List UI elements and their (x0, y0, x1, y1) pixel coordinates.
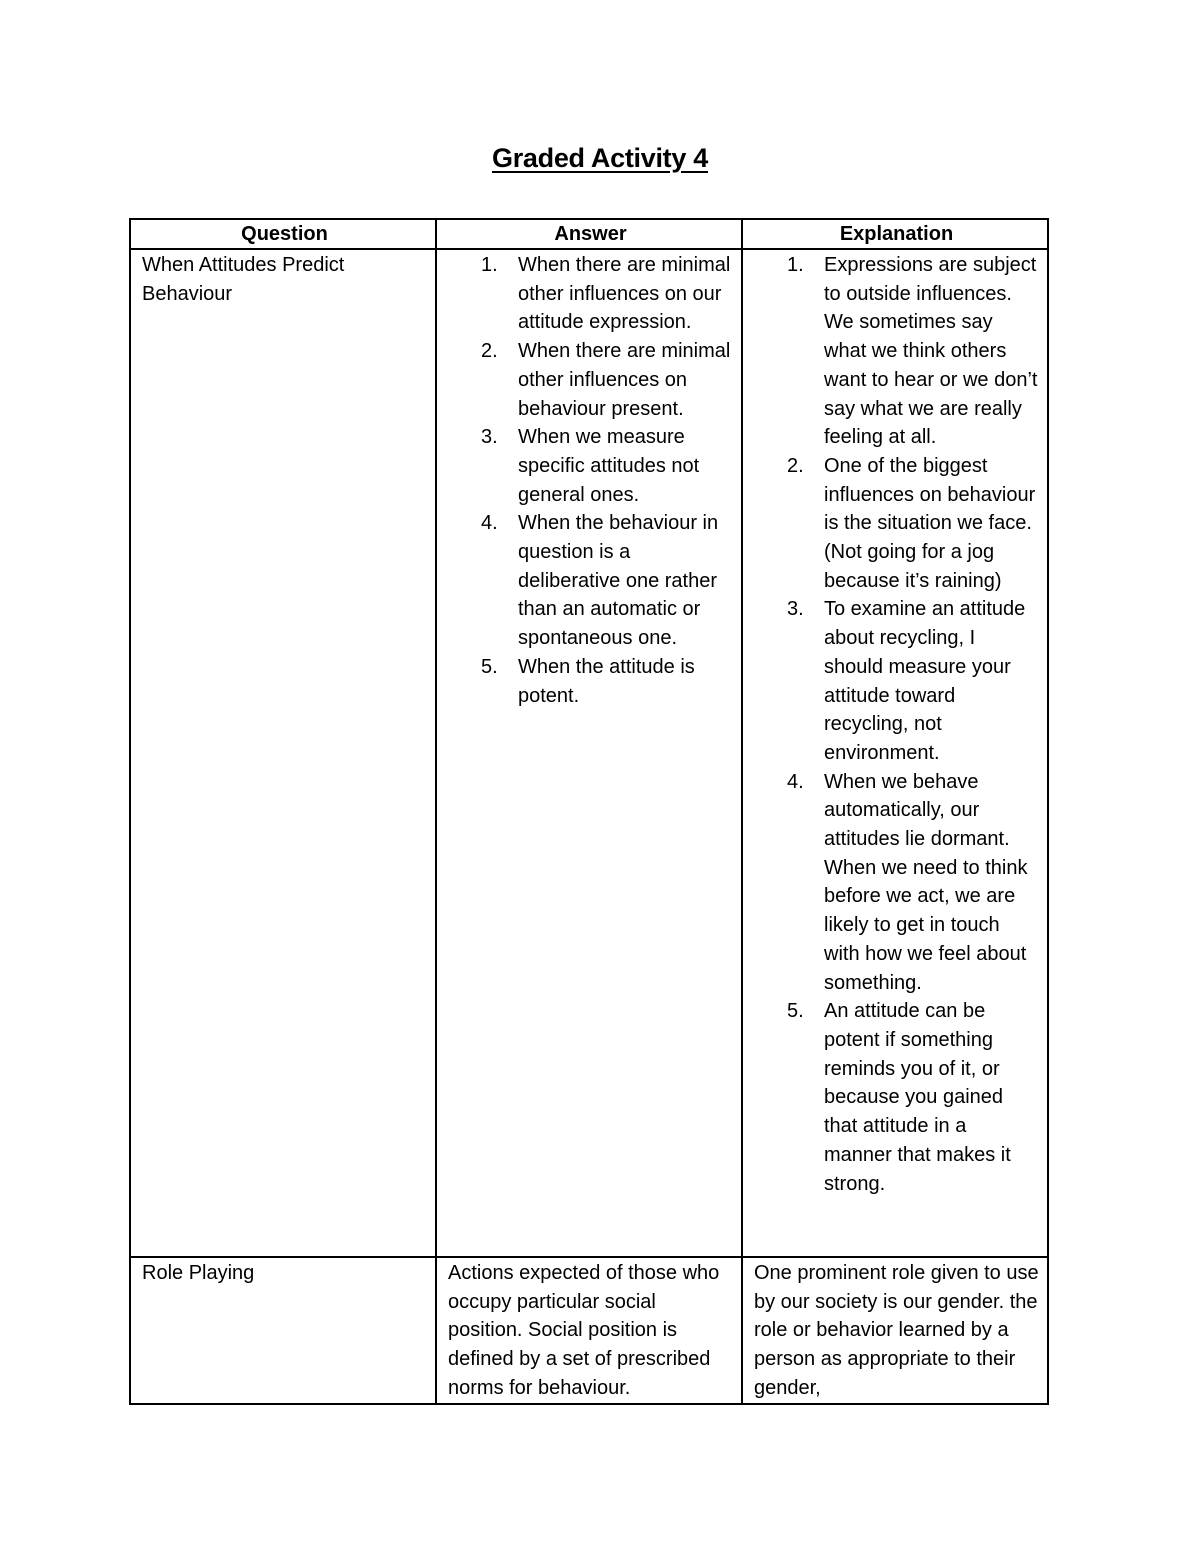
list-item-text: When the attitude is potent. (518, 655, 695, 707)
answer-cell (436, 249, 742, 1257)
list-number: 3. (787, 598, 804, 621)
list-item-text: One of the biggest influences on behaviour is the situation we face. (Not going for a jog because it’s raining) (824, 454, 1036, 592)
list-number: 3. (481, 426, 498, 449)
list-number: 1. (787, 254, 804, 276)
question-cell (130, 1257, 436, 1404)
list-item-text: When there are minimal other influences on behaviour present. (518, 340, 731, 420)
answer-cell (436, 1257, 742, 1404)
list-number: 2. (481, 340, 498, 363)
list-item (448, 653, 733, 710)
list-number: 5. (481, 655, 498, 678)
explanation-cell (742, 1257, 1048, 1404)
list-item-text: When the behaviour in question is a deliberative one rather than an automatic or spontaneous one. (518, 512, 719, 650)
list-item-text: When we behave automatically, our attitudes lie dormant. When we need to think before we act, we are likely to get in touch with how we feel about something. (824, 770, 1028, 994)
table-row (130, 249, 1048, 1257)
list-item-text: An attitude can be potent if something reminds you of it, or because you gained that attitude in a manner that makes it strong. (824, 1000, 1011, 1195)
list-number: 1. (481, 254, 498, 276)
answer-list (448, 251, 733, 710)
question-cell (130, 249, 436, 1257)
list-item (754, 768, 1039, 998)
question-text: Role Playing (142, 1262, 255, 1284)
list-item (754, 251, 1039, 452)
header-explanation: Explanation (742, 219, 1048, 249)
answer-text: Actions expected of those who occupy particular social position. Social position is defined by a set of prescribed norms for behaviour. (448, 1262, 720, 1399)
activity-table (129, 218, 1049, 1405)
explanation-text: One prominent role given to use by our society is our gender. the role or behavior learned by a person as appropriate to their gender, (754, 1262, 1039, 1399)
list-item (754, 997, 1039, 1198)
list-number: 4. (481, 512, 498, 535)
list-item (448, 509, 733, 653)
list-item-text: When we measure specific attitudes not general ones. (518, 426, 700, 506)
explanation-list (754, 251, 1039, 1198)
table-row (130, 1257, 1048, 1404)
header-answer: Answer (436, 219, 742, 249)
table-header-row (130, 219, 1048, 249)
list-number: 4. (787, 770, 804, 793)
list-number: 5. (787, 1000, 804, 1023)
list-item-text: To examine an attitude about recycling, I should measure your attitude toward recycling, not environment. (824, 598, 1026, 764)
list-item (448, 337, 733, 423)
list-number: 2. (787, 454, 804, 477)
list-item (448, 423, 733, 509)
page-title: Graded Activity 4 (492, 143, 708, 173)
header-question: Question (130, 219, 436, 249)
list-item-text: When there are minimal other influences on our attitude expression. (518, 254, 731, 334)
list-item (754, 452, 1039, 596)
list-item (448, 251, 733, 337)
explanation-cell (742, 249, 1048, 1257)
list-item-text: Expressions are subject to outside influences. We sometimes say what we think others want to hear or we don’t say what we are really feeling at all. (824, 254, 1038, 449)
question-text: When Attitudes Predict Behaviour (142, 254, 345, 305)
list-item (754, 595, 1039, 767)
